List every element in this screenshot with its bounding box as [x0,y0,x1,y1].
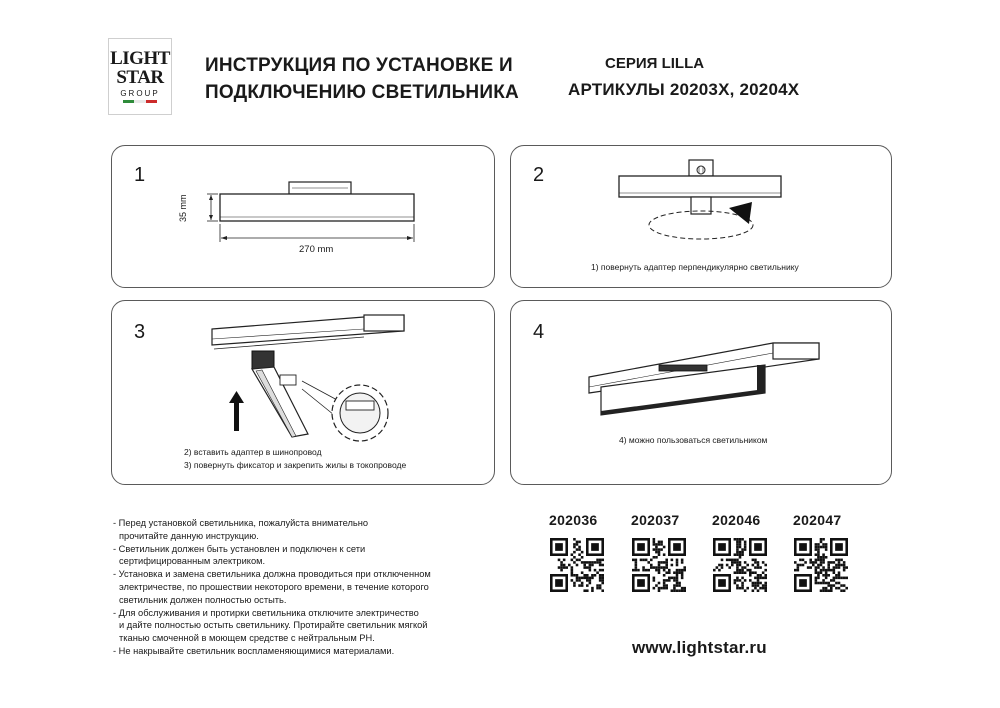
qr-code-icon[interactable] [794,538,848,592]
step-1-dimension-drawing [182,176,422,276]
step-3-caption-2: 3) повернуть фиксатор и закрепить жилы в токопроводе [184,460,407,470]
safety-notes [113,517,493,658]
note-line: - Установка и замена светильника должна проводиться при отключенном [113,569,431,580]
step-2-panel [510,145,892,288]
qr-code-icon[interactable] [632,538,686,592]
step-3-panel [111,300,495,485]
italian-flag-stripe [123,100,157,103]
step-3-number: 3 [134,321,146,343]
step-3-caption-1: 2) вставить адаптер в шинопровод [184,447,322,457]
note-line: электричестве, по прошествии некоторого времени, в течение которого [119,581,429,592]
step-2-number: 2 [533,164,545,186]
note-line: и дайте полностью остыть светильнику. Протирайте светильник мягкой [119,620,428,631]
brand-logo [108,38,172,115]
logo-line-2: STAR [116,67,164,88]
step-4-panel [510,300,892,485]
step-2-caption: 1) повернуть адаптер перпендикулярно светильнику [591,262,799,272]
qr-code-icon[interactable] [550,538,604,592]
note-line: сертифицированным электриком. [119,556,266,567]
article-code: 202047 [793,512,842,528]
note-line: - Перед установкой светильника, пожалуйста внимательно [113,518,369,528]
step-2-rotation-drawing [611,156,791,256]
note-line: - Не накрывайте светильник воспламеняющимися материалами. [113,645,395,656]
website-link[interactable]: www.lightstar.ru [632,638,767,657]
logo-line-1: LIGHT [110,48,170,69]
series-label: СЕРИЯ LILLA [605,55,705,72]
step-4-mounted-drawing [583,339,823,419]
step-1-height-dimension: 35 mm [178,194,188,222]
page-title [205,52,519,106]
article-code: 202037 [631,512,680,528]
step-3-installation-drawing [204,309,494,454]
step-1-width-dimension: 270 mm [299,244,334,255]
step-1-number: 1 [134,164,146,186]
logo-line-3: GROUP [120,89,160,98]
note-line: - Для обслуживания и протирки светильника отключите электричество [113,607,419,618]
page-title-line-1: ИНСТРУКЦИЯ ПО УСТАНОВКЕ И [205,55,513,76]
page-title-line-2: ПОДКЛЮЧЕНИЮ СВЕТИЛЬНИКА [205,82,519,103]
step-4-number: 4 [533,321,545,343]
step-1-panel [111,145,495,288]
note-line: тканью смоченной в моющем средстве с нейтральным PH. [119,633,375,644]
note-line: - Светильник должен быть установлен и подключен к сети [113,543,366,554]
note-line: светильник должен полностью остыть. [119,594,287,605]
qr-code-icon[interactable] [713,538,767,592]
article-code: 202036 [549,512,598,528]
articles-label: АРТИКУЛЫ 20203X, 20204X [568,80,800,99]
note-line: прочитайте данную инструкцию. [119,530,259,541]
article-code: 202046 [712,512,761,528]
step-4-caption: 4) можно пользоваться светильником [619,435,768,445]
